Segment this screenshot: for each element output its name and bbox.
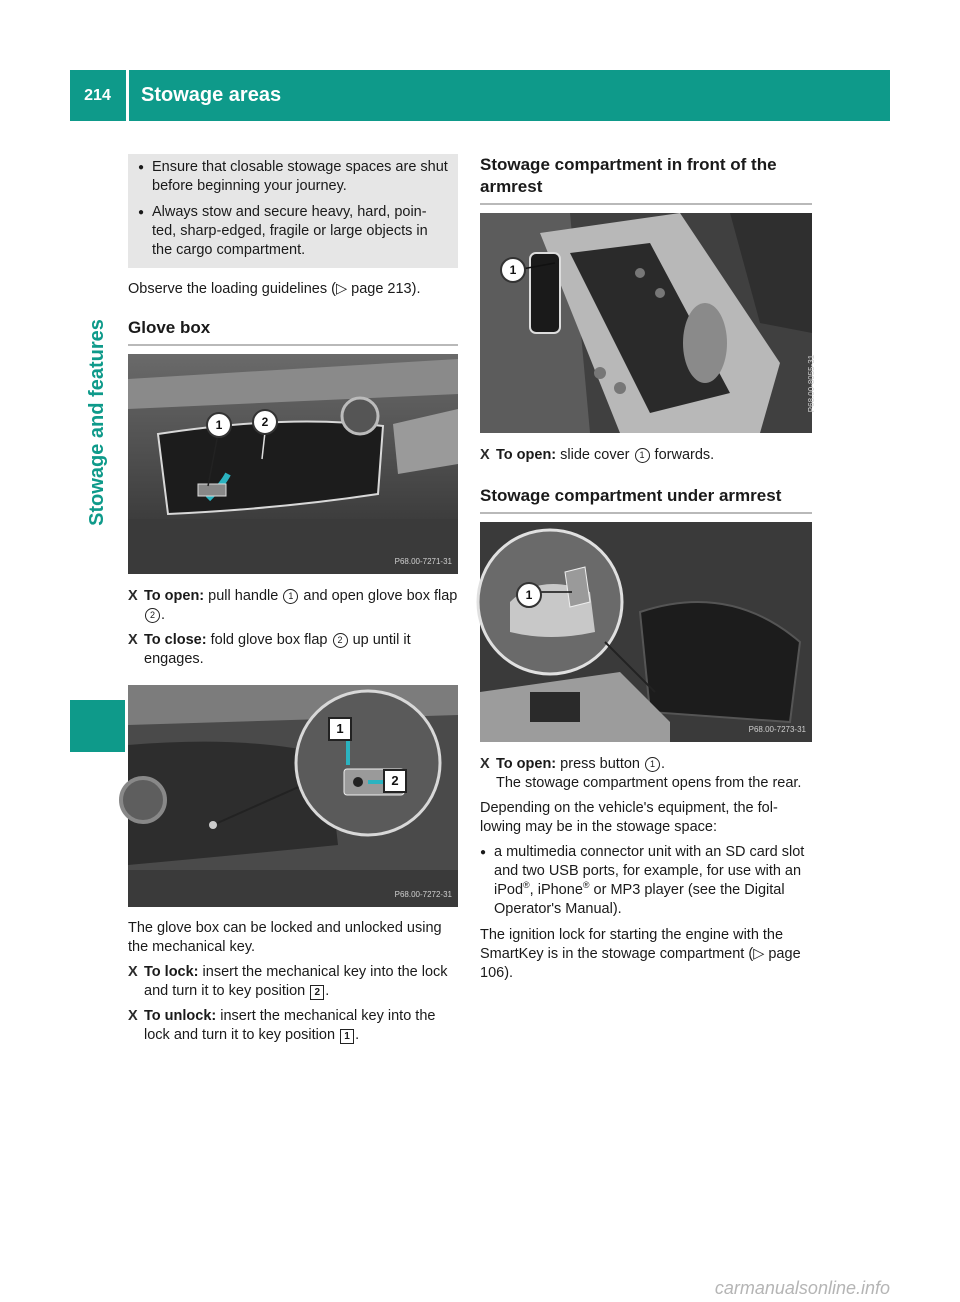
step-label: To lock: <box>144 964 199 980</box>
image-code: P68.00-7272-31 <box>394 890 452 899</box>
page-header <box>70 70 890 121</box>
chapter-marker <box>70 700 125 752</box>
step-text: slide cover <box>560 447 630 463</box>
step-text: press button <box>560 756 640 772</box>
key-position-2-marker: 2 <box>383 769 407 793</box>
note-bullet: ● Ensure that closable stowage spaces are shut before beginning your journey. <box>138 158 448 196</box>
step-result-text: The stowage compartment opens from the rear. <box>496 775 802 791</box>
header-divider <box>126 70 129 121</box>
step-text: pull handle <box>208 588 279 604</box>
glovebox-heading: Glove box <box>128 318 211 337</box>
front-armrest-heading: Stowage compartment in front of the armrest <box>480 155 777 196</box>
step-text: . <box>325 983 330 999</box>
step-text: up until it engages. <box>144 632 411 667</box>
heading-rule <box>128 344 458 346</box>
step-text: . <box>355 1027 360 1043</box>
image-code: P68.00-7271-31 <box>394 557 452 566</box>
step-text: fold glove box flap <box>210 632 328 648</box>
glovebox-lock-photo <box>128 685 458 907</box>
registered-mark: ® <box>523 880 530 891</box>
image-code: P68.00-8055-31 <box>806 354 816 413</box>
bullet-text: or MP3 player (see the Digital Operator's Manual). <box>494 882 785 917</box>
section-title: Stowage areas <box>141 84 282 106</box>
step-text: insert the mechanical key into the lock and turn it to key position <box>144 964 448 999</box>
ignition-lock-text: The ignition lock for starting the engine with the SmartKey is in the stowage compartment (▷ page 106). <box>480 927 801 981</box>
step-label: To unlock: <box>144 1008 217 1024</box>
under-armrest-heading: Stowage compartment under armrest <box>480 486 782 505</box>
front-armrest-illustration <box>480 213 812 433</box>
step-marker-icon: X <box>128 632 138 648</box>
glovebox-illustration <box>128 354 458 574</box>
multimedia-bullet <box>480 843 812 919</box>
step-close-glovebox <box>128 631 458 669</box>
step-label: To open: <box>496 447 557 463</box>
callout-1: 1 <box>516 582 542 608</box>
heading-rule <box>480 203 812 205</box>
right-column <box>480 154 816 989</box>
step-marker-icon: X <box>480 756 490 772</box>
lock-description: The glove box can be locked and unlocked using the mechanical key. <box>128 920 442 955</box>
step-marker-icon: X <box>480 447 490 463</box>
watermark: carmanualsonline.info <box>714 1278 890 1298</box>
key-position-1-marker: 1 <box>328 717 352 741</box>
registered-mark: ® <box>582 880 590 891</box>
front-armrest-photo <box>480 213 816 433</box>
ref-1: 1 <box>283 589 298 604</box>
callout-1: 1 <box>206 412 232 438</box>
ref-1: 1 <box>635 448 650 463</box>
step-text: and open glove box flap <box>303 588 458 604</box>
callout-1: 1 <box>500 257 526 283</box>
left-column <box>128 154 458 1051</box>
ref-2: 2 <box>145 608 160 623</box>
under-armrest-photo <box>480 522 812 742</box>
step-marker-icon: X <box>128 1008 138 1024</box>
key-position-2: 2 <box>310 985 324 1000</box>
image-code: P68.00-7273-31 <box>748 725 806 734</box>
step-marker-icon: X <box>128 964 138 980</box>
loading-guidelines-text: Observe the loading guidelines (▷ page 213). <box>128 281 421 297</box>
bullet-text: a multimedia connector unit with an SD card slot and two USB ports, for example, for use with an iPod <box>494 844 805 898</box>
step-label: To open: <box>496 756 557 772</box>
under-armrest-illustration <box>480 522 812 742</box>
ref-2: 2 <box>333 633 348 648</box>
chapter-side-tab <box>70 150 125 695</box>
heading-rule <box>480 512 812 514</box>
step-text: forwards. <box>654 447 715 463</box>
step-marker-icon: X <box>128 588 138 604</box>
step-open-under-armrest <box>480 755 812 793</box>
step-label: To open: <box>144 588 205 604</box>
key-position-1: 1 <box>340 1029 354 1044</box>
step-unlock <box>128 1007 458 1045</box>
step-lock <box>128 963 458 1001</box>
ref-1: 1 <box>645 757 660 772</box>
step-open-front-compartment <box>480 446 812 465</box>
bullet-text: , iPhone <box>529 882 583 898</box>
step-text: . <box>661 756 666 772</box>
safety-note <box>128 154 458 268</box>
step-label: To close: <box>144 632 207 648</box>
page-number: 214 <box>84 86 111 104</box>
step-text: . <box>161 607 166 623</box>
glovebox-photo <box>128 354 458 574</box>
equipment-text: Depending on the vehicle's equipment, the fol-lowing may be in the stowage space: <box>480 800 778 835</box>
chapter-label: Stowage and features <box>86 319 108 526</box>
step-text: insert the mechanical key into the lock and turn it to key position <box>144 1008 436 1043</box>
step-open-glovebox <box>128 587 458 625</box>
note-bullet: ● Always stow and secure heavy, hard, poin-ted, sharp-edged, fragile or large objects in the cargo compartment. <box>138 203 448 260</box>
callout-2: 2 <box>252 409 278 435</box>
glovebox-lock-illustration <box>128 685 458 907</box>
